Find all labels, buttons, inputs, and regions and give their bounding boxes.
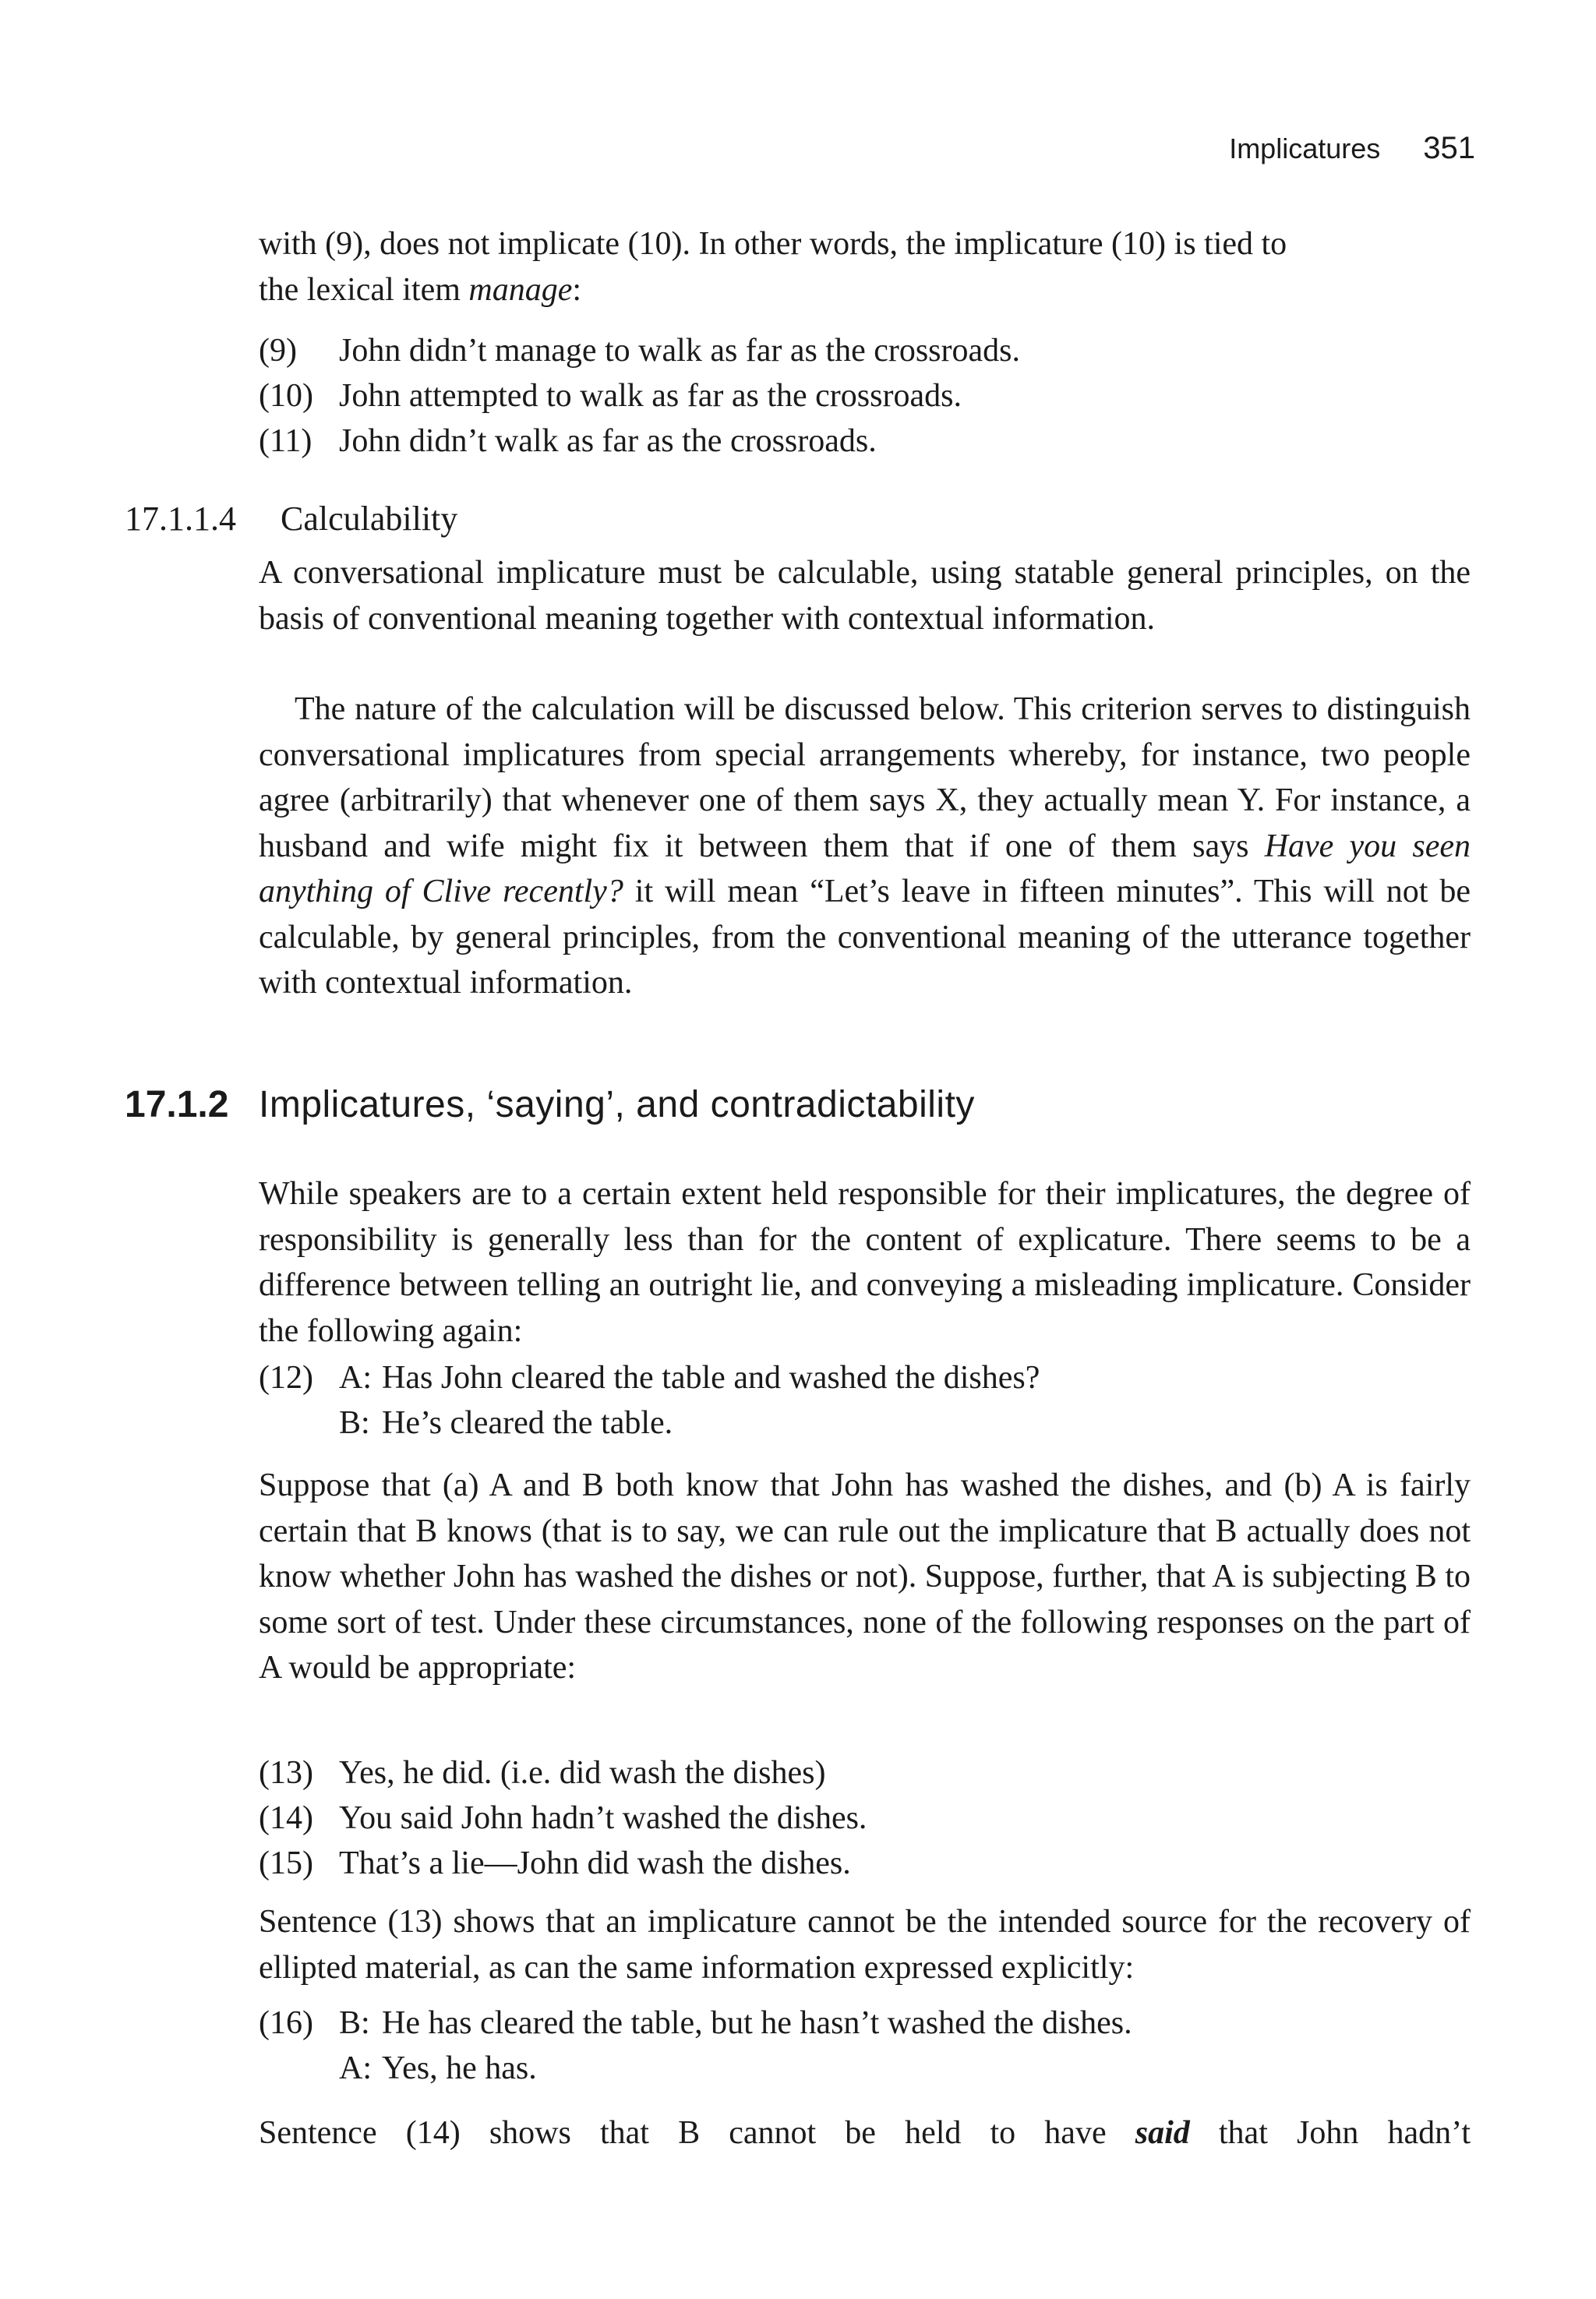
- section-heading: [125, 1083, 975, 1126]
- utterance: He’s cleared the table.: [382, 1405, 673, 1441]
- utterance: Has John cleared the table and washed the dishes?: [382, 1360, 1040, 1396]
- example-10: [259, 373, 1471, 418]
- example-16-line-b: [259, 2001, 1471, 2046]
- section-paragraph-4: [259, 2110, 1471, 2156]
- sec-para-4-pre: Sentence (14) shows that B cannot be held to have: [259, 2115, 1135, 2151]
- example-number: (13): [259, 1755, 313, 1791]
- intro-line-2-pre: the lexical item: [259, 271, 469, 308]
- example-text: John attempted to walk as far as the crossroads.: [339, 378, 962, 414]
- intro-paragraph: [259, 221, 1471, 313]
- example-list-a: [259, 328, 1471, 464]
- example-12: [259, 1355, 1471, 1446]
- section-paragraph-3: Sentence (13) shows that an implicature cannot be the intended source for the recovery of ellipted material, as can the same information expressed explicitly:: [259, 1904, 1471, 1986]
- example-12-line-a: [259, 1355, 1471, 1400]
- example-9: [259, 328, 1471, 373]
- sec-para-4-post: that John hadn’t: [1189, 2115, 1471, 2151]
- example-number: (15): [259, 1845, 313, 1881]
- page-number: 351: [1423, 131, 1475, 165]
- example-number: (9): [259, 333, 297, 369]
- subsection-title: Calculability: [281, 500, 458, 538]
- section-paragraph-1: While speakers are to a certain extent held responsible for their implicatures, the degree of responsibility is generally less than for the content of explicature. There seems to be a difference between telling an outright lie, and conveying a misleading implicature. Consider the following again:: [259, 1176, 1471, 1349]
- example-text: That’s a lie—John did wash the dishes.: [339, 1845, 851, 1881]
- example-list-b: [259, 1750, 1471, 1886]
- example-text: John didn’t manage to walk as far as the crossroads.: [339, 333, 1021, 369]
- intro-line-2-word: manage: [468, 271, 573, 308]
- example-number: (16): [259, 2005, 313, 2041]
- example-text: Yes, he did. (i.e. did wash the dishes): [339, 1755, 826, 1791]
- subsection-number: 17.1.1.4: [125, 500, 236, 538]
- example-14: [259, 1796, 1471, 1841]
- calculability-paragraph-2: [259, 687, 1471, 1006]
- calculability-paragraph-1: A conversational implicature must be calculable, using statable general principles, on the basis of conventional meaning together with contextual information.: [259, 555, 1471, 637]
- running-title: Implicatures: [1229, 132, 1381, 164]
- sec-para-4-emphasis: said: [1135, 2115, 1190, 2151]
- speaker-label: A:: [339, 1360, 372, 1396]
- speaker-label: B:: [339, 2005, 370, 2041]
- example-13: [259, 1750, 1471, 1796]
- example-number: (14): [259, 1800, 313, 1836]
- subsection-heading: [125, 499, 457, 539]
- example-number: (10): [259, 378, 313, 414]
- intro-line-2-post: :: [572, 271, 582, 308]
- example-number: (11): [259, 423, 312, 459]
- running-header: [1229, 131, 1475, 166]
- calc-para-2-post: it will mean “Let’s leave in fifteen minutes”. This will not be calculable, by general principles, from the conventional meaning of the utterance together with contextual information.: [259, 874, 1471, 1001]
- speaker-label: B:: [339, 1405, 370, 1441]
- example-12-line-b: [259, 1400, 1471, 1446]
- section-title: Implicatures, ‘saying’, and contradictability: [259, 1084, 975, 1125]
- utterance: Yes, he has.: [382, 2050, 537, 2086]
- speaker-label: A:: [339, 2050, 372, 2086]
- example-16-line-a: [259, 2046, 1471, 2091]
- example-11: [259, 418, 1471, 464]
- example-text: You said John hadn’t washed the dishes.: [339, 1800, 867, 1836]
- example-15: [259, 1841, 1471, 1886]
- section-number: 17.1.2: [125, 1084, 229, 1125]
- calc-para-2-pre: The nature of the calculation will be discussed below. This criterion serves to distinguish conversational implicatures from special arrangements whereby, for instance, two people agree (arbitrarily) that whenever one of them says X, they actually mean Y. For instance, a husband and wife might fix it between them that if one of them says: [259, 691, 1471, 864]
- example-number: (12): [259, 1360, 313, 1396]
- intro-line-1: with (9), does not implicate (10). In other words, the implicature (10) is tied to: [259, 226, 1287, 262]
- example-text: John didn’t walk as far as the crossroads.: [339, 423, 877, 459]
- example-16: [259, 2001, 1471, 2091]
- utterance: He has cleared the table, but he hasn’t washed the dishes.: [382, 2005, 1132, 2041]
- section-paragraph-2: Suppose that (a) A and B both know that John has washed the dishes, and (b) A is fairly certain that B knows (that is to say, we can rule out the implicature that B actually does not know whether John has washed the dishes or not). Suppose, further, that A is subjecting B to some sort of test. Under these circumstances, none of the following responses on the part of A would be appropriate:: [259, 1467, 1471, 1686]
- calc-para-2-example: Have you seen anything of Clive recently?: [259, 828, 1471, 909]
